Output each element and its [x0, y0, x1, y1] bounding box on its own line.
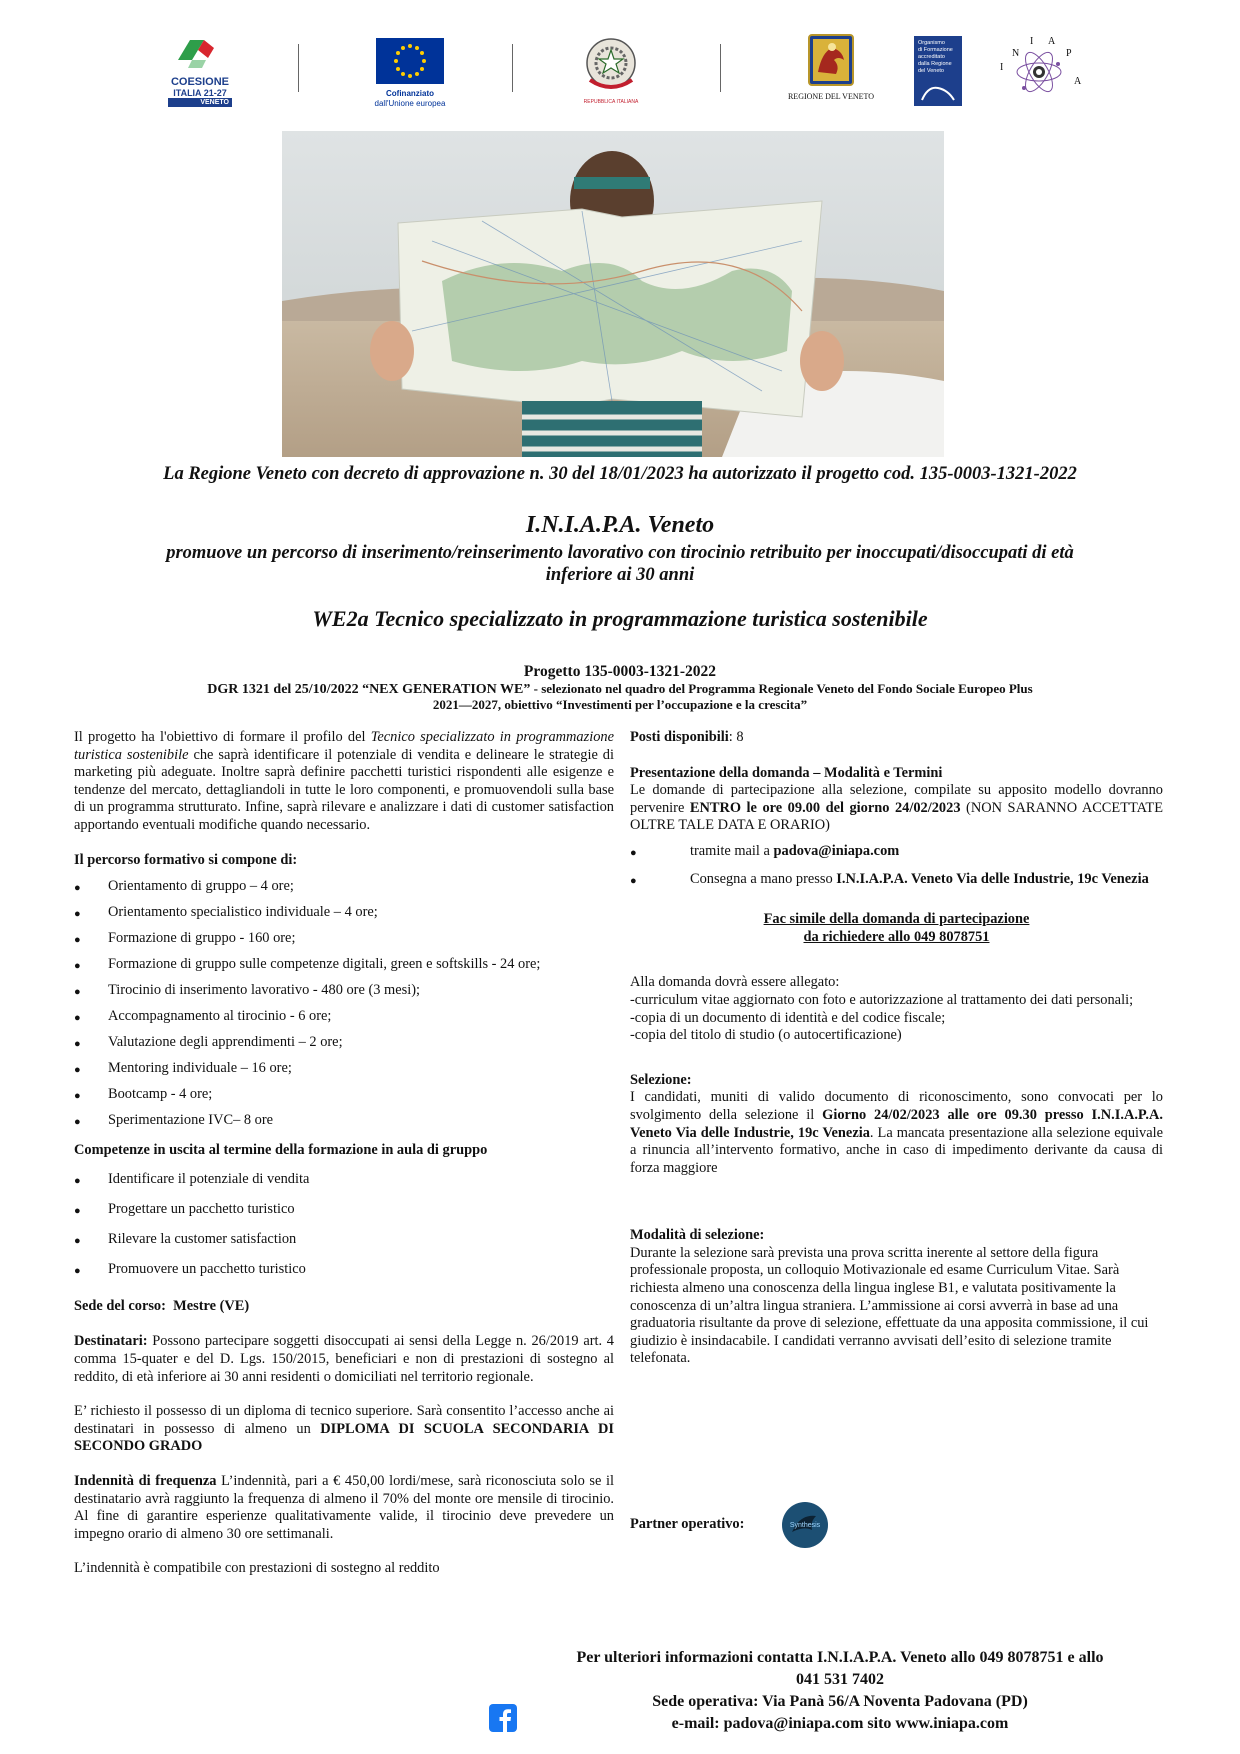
list-item: ● Rilevare la customer satisfaction	[74, 1224, 614, 1254]
allegato-title: Alla domanda dovrà essere allegato:	[630, 974, 840, 991]
presentazione-paragraph	[630, 782, 1163, 835]
organismo-line: accreditato	[918, 54, 945, 60]
partner-logo-text: Synthesis	[789, 1522, 821, 1529]
logo-divider	[512, 44, 513, 92]
organismo-line: Organismo	[918, 40, 945, 46]
dgr-line-1	[40, 681, 1200, 698]
competenze-title: Competenze in uscita al termine della formazione in aula di gruppo	[74, 1142, 488, 1159]
regione-mark-icon	[914, 80, 962, 104]
facsimile-line-1: Fac simile della domanda di partecipazione	[763, 911, 1030, 928]
coesione-line1: COESIONE	[170, 76, 230, 88]
diploma-paragraph	[74, 1403, 614, 1456]
dgr-bold: DGR 1321 del 25/10/2022 “NEX GENERATION WE”	[207, 682, 531, 697]
project-code: Progetto 135-0003-1321-2022	[523, 663, 717, 680]
diploma-requirement: DIPLOMA DI SCUOLA SECONDARIA DI SECONDO GRADO	[74, 1420, 614, 1455]
facsimile-line-2: da richiedere allo 049 8078751	[803, 928, 990, 945]
selezione-date: Giorno 24/02/2023 alle ore 09.30 presso I.N.I.A.P.A. Veneto Via delle Industrie, 19c Venezia	[630, 1106, 1163, 1141]
iniapa-logo	[994, 32, 1084, 108]
list-item: ● Mentoring individuale – 16 ore;	[74, 1055, 614, 1081]
lion-of-saint-mark-icon	[808, 34, 854, 86]
list-item	[630, 871, 1163, 889]
logo-divider	[720, 44, 721, 92]
iniapa-letter: P	[1066, 48, 1072, 59]
selezione-text: . La mancata presentazione alla selezione equivale a rinuncia all’intervento formativo, anche in caso di impedimento derivante da causa di forza maggiore	[630, 1124, 1163, 1176]
selezione-text: I candidati, muniti di valido documento di riconoscimento, sono convocati per lo svolgimento della selezione il	[630, 1089, 1163, 1123]
presentazione-text: Le domande di partecipazione alla selezione, compilate su apposito modello dovranno pervenire	[630, 782, 1163, 816]
footer-line: e-mail: padova@iniapa.com sito www.iniapa.com	[671, 1715, 1009, 1732]
footer-contacts	[520, 1647, 1160, 1735]
list-item: ● Tirocinio di inserimento lavorativo - 480 ore (3 mesi);	[74, 977, 614, 1003]
selezione-paragraph	[630, 1089, 1163, 1177]
iniapa-letter: A	[1074, 76, 1082, 87]
consegna-list	[630, 843, 1163, 888]
list-item: ● Orientamento specialistico individuale – 4 ore;	[74, 899, 614, 925]
left-column	[74, 729, 614, 1578]
dgr-rest: - selezionato nel quadro del Programma Regionale Veneto del Fondo Sociale Europeo Plus	[530, 681, 1033, 696]
destinatari-label: Destinatari:	[74, 1333, 148, 1350]
organismo-text	[914, 36, 962, 75]
list-item	[630, 843, 1163, 861]
list-item: ● Formazione di gruppo - 160 ore;	[74, 925, 614, 951]
organismo-line: di Formazione	[918, 47, 953, 53]
footer-line: Sede operativa: Via Panà 56/A Noventa Padovana (PD)	[652, 1693, 1028, 1710]
percorso-list	[74, 873, 614, 1133]
allegato-item: -copia del titolo di studio (o autocertificazione)	[630, 1027, 902, 1044]
presentazione-text: (NON SARANNO ACCETTATE OLTRE TALE DATA E ORARIO)	[630, 799, 1163, 834]
sede-value: Mestre (VE)	[173, 1297, 250, 1314]
org-title: I.N.I.A.P.A. Veneto	[525, 512, 715, 538]
iniapa-letter: I	[1030, 36, 1034, 47]
logo-divider	[298, 44, 299, 92]
consegna-address: I.N.I.A.P.A. Veneto Via delle Industrie, 19c Venezia	[836, 870, 1149, 887]
promo-line-2: inferiore ai 30 anni	[545, 565, 695, 585]
coesione-line2: ITALIA 21-27	[173, 88, 227, 98]
intro-text: che saprà identificare il potenziale di vendita e delineare le strategie di marketing più adeguate. Inoltre saprà definire pacchetti turistici rispondenti alle esigenze e tendenze del mercato, dettagliandoli in tutte le loro componenti, e promuovendoli sulla base di un programma strutturato. Infine, saprà rilevare e analizzare i dati di customer satisfaction apportando eventuali modifiche quando necessario.	[74, 746, 615, 833]
regione-veneto-logo	[786, 34, 876, 106]
organismo-line: dalla Regione	[918, 61, 952, 67]
eu-line1: Cofinanziato	[386, 89, 434, 98]
atom-icon	[994, 32, 1084, 108]
course-title: WE2a Tecnico specializzato in programmazione turistica sostenibile	[312, 606, 928, 631]
facebook-icon[interactable]	[489, 1704, 517, 1732]
modalita-title: Modalità di selezione:	[630, 1227, 765, 1244]
compatibile-note: L’indennità è compatibile con prestazioni di sostegno al reddito	[74, 1560, 440, 1577]
intro-text: Il progetto ha l'obiettivo di formare il profilo del	[74, 729, 371, 745]
mail-text: tramite mail a	[690, 842, 774, 859]
organismo-line: del Veneto	[918, 68, 944, 74]
destinatari-paragraph	[74, 1333, 614, 1386]
email-address: padova@iniapa.com	[773, 842, 900, 859]
allegato-item: -copia di un documento di identità e del codice fiscale;	[630, 1009, 946, 1026]
facebook-glyph-icon	[489, 1704, 517, 1732]
eu-line2: dall'Unione europea	[374, 99, 446, 108]
consegna-text: Consegna a mano presso	[690, 870, 837, 887]
decree-line: La Regione Veneto con decreto di approvazione n. 30 del 18/01/2023 ha autorizzato il progetto cod. 135-0003-1321-2022	[163, 464, 1077, 484]
regione-label: REGIONE DEL VENETO	[787, 92, 875, 101]
percorso-title: Il percorso formativo si compone di:	[74, 851, 298, 868]
coesione-arrow-icon	[168, 36, 232, 72]
right-column	[630, 729, 1163, 1368]
footer-line: 041 531 7402	[796, 1671, 884, 1688]
logo-bar	[0, 30, 1240, 110]
coesione-italia-logo	[168, 36, 232, 106]
list-item: ● Progettare un pacchetto turistico	[74, 1194, 614, 1224]
list-item: ● Orientamento di gruppo – 4 ore;	[74, 873, 614, 899]
profile-name: Tecnico specializzato in programmazione turistica sostenibile	[74, 729, 614, 763]
deadline: ENTRO le ore 09.00 del giorno 24/02/2023	[689, 799, 961, 816]
list-item: ● Identificare il potenziale di vendita	[74, 1164, 614, 1194]
posti-disponibili	[630, 729, 1163, 747]
list-item: ● Sperimentazione IVC– 8 ore	[74, 1107, 614, 1133]
eu-flag-icon	[376, 38, 444, 84]
repubblica-emblem	[580, 36, 642, 105]
list-item: ● Promuovere un pacchetto turistico	[74, 1254, 614, 1284]
coesione-line3: VENETO	[168, 98, 232, 107]
eu-logo	[370, 38, 450, 108]
destinatari-text: Possono partecipare soggetti disoccupati ai sensi della Legge n. 26/2019 art. 4 comma 15-quater e del D. Lgs. 150/2015, beneficiari e non di prestazioni di sostegno al reddito, di età inferiore ai 30 anni residenti o domiciliati nel territorio regionale.	[74, 1333, 614, 1385]
iniapa-letter: I	[1000, 62, 1004, 73]
indennita-label: Indennità di frequenza	[74, 1472, 217, 1489]
footer-line: Per ulteriori informazioni contatta I.N.I.A.P.A. Veneto allo 049 8078751 e allo	[576, 1649, 1104, 1666]
organismo-accreditato-badge	[914, 36, 962, 106]
iniapa-letter: A	[1048, 36, 1056, 47]
list-item: ● Bootcamp - 4 ore;	[74, 1081, 614, 1107]
list-item: ● Formazione di gruppo sulle competenze digitali, green e softskills - 24 ore;	[74, 951, 614, 977]
allegato-item: -curriculum vitae aggiornato con foto e autorizzazione al trattamento dei dati personali;	[630, 991, 1134, 1008]
hero-photo	[282, 131, 944, 457]
indennita-text: L’indennità, pari a € 450,00 lordi/mese, sarà riconosciuta solo se il destinatario avrà raggiunto la frequenza di almeno il 70% del monte ore mensile di tirocinio. Al fine di garantire esperienze qualitativamente valide, il tirocinio deve prevedere un impegno orario di almeno 30 ore settimanali.	[74, 1472, 614, 1542]
presentazione-title: Presentazione della domanda – Modalità e Termini	[630, 764, 943, 781]
posti-value: : 8	[728, 729, 744, 745]
intro-paragraph	[74, 729, 614, 835]
dgr-line-2: 2021—2027, obiettivo “Investimenti per l’occupazione e la crescita”	[432, 697, 808, 712]
woman-reading-map-illustration	[282, 131, 944, 457]
list-item: ● Valutazione degli apprendimenti – 2 ore;	[74, 1029, 614, 1055]
iniapa-letter: N	[1012, 48, 1020, 59]
diploma-text: E’ richiesto il possesso di un diploma di tecnico superiore. Sarà consentito l’accesso anche ai destinatari in possesso di almeno un	[74, 1403, 614, 1437]
competenze-list	[74, 1164, 614, 1284]
indennita-paragraph	[74, 1473, 614, 1543]
selezione-title: Selezione:	[630, 1071, 692, 1088]
sede-corso	[74, 1298, 614, 1316]
repubblica-star-icon	[580, 36, 642, 94]
partner-label: Partner operativo:	[630, 1516, 745, 1532]
posti-label: Posti disponibili	[630, 729, 729, 745]
modalita-paragraph: Durante la selezione sarà prevista una prova scritta inerente al settore della figura professionale proposta, un colloquio Motivazionale ed esame Curriculum Vitae. Sarà richiesta almeno una conoscenza della lingua inglese B1, e valutata positivamente la conoscenza di un’altra lingua straniera. L’ammissione ai corsi avverrà in base ad una graduatoria risultante da prove di selezione, effettuate da una apposita commissione, il cui giudizio è insindacabile. I candidati verranno avvisati dell’esito di selezione tramite telefonata.	[630, 1244, 1149, 1367]
repubblica-label: REPUBBLICA ITALIANA	[583, 99, 639, 105]
list-item: ● Accompagnamento al tirocinio - 6 ore;	[74, 1003, 614, 1029]
sede-label: Sede del corso:	[74, 1297, 166, 1314]
partner-logo	[782, 1502, 828, 1548]
promo-line-1: promuove un percorso di inserimento/reinserimento lavorativo con tirocinio retribuito per inoccupati/disoccupati di età	[166, 543, 1074, 563]
